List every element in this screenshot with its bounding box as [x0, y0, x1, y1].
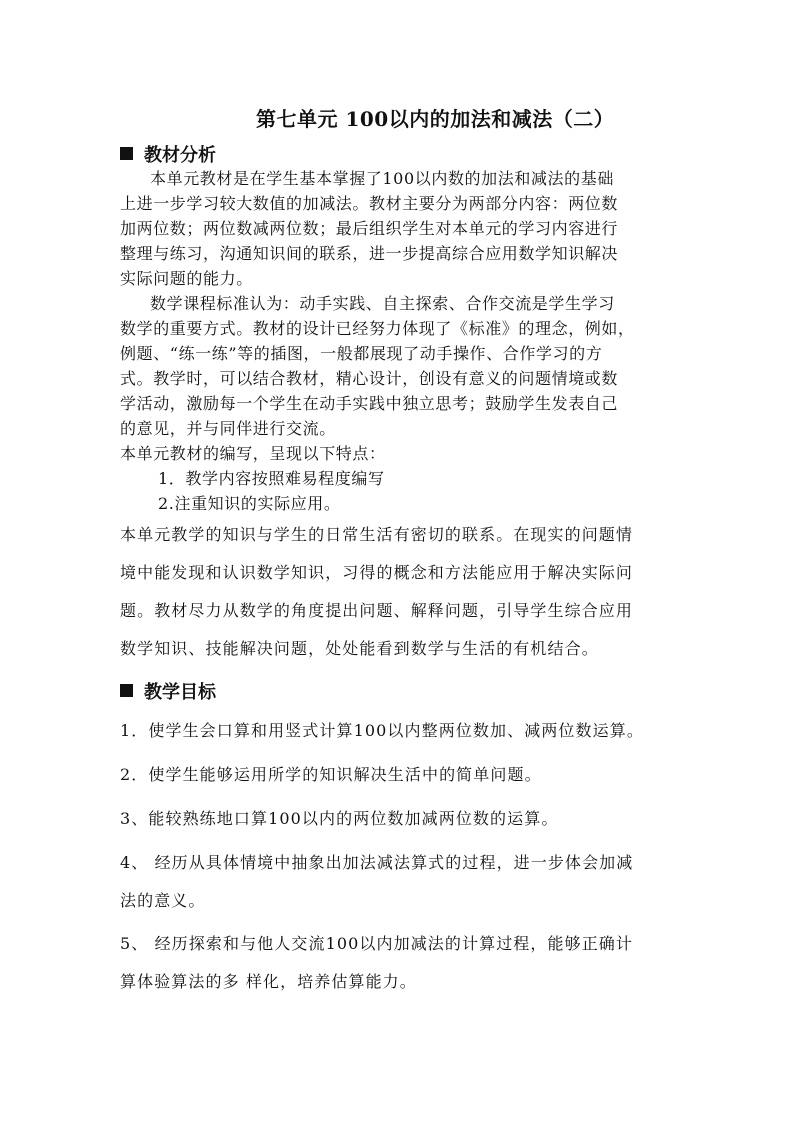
goal-item: 3、能较熟练地口算100以内的两位数加减两位数的运算。 [120, 809, 559, 828]
goal-item: 5、 经历探索和与他人交流100以内加减法的计算过程，能够正确计 [120, 934, 634, 953]
paragraph-line: 的意见，并与同伴进行交流。 [120, 419, 336, 438]
paragraph-line: 数学课程标准认为：动手实践、自主探索、合作交流是学生学习 [150, 294, 615, 313]
paragraph-line: 学活动，激励每一个学生在动手实践中独立思考；鼓励学生发表自己 [120, 394, 619, 413]
feature-item: 1．教学内容按照难易程度编写 [158, 469, 385, 488]
paragraph-line: 题。教材尽力从数学的角度提出问题、解释问题，引导学生综合应用 [120, 601, 634, 620]
section-heading-text: 教材分析 [144, 145, 216, 166]
paragraph-line: 境中能发现和认识数学知识，习得的概念和方法能应用于解决实际问 [120, 563, 634, 582]
paragraph-line: 例题、“练一练”等的插图，一般都展现了动手操作、合作学习的方 [120, 344, 603, 363]
paragraph-line: 整理与练习，沟通知识间的联系，进一步提高综合应用数学知识解决 [120, 244, 619, 263]
goal-item-continuation: 算体验算法的多 样化，培养估算能力。 [120, 972, 417, 991]
paragraph-line: 数学的重要方式。教材的设计已经努力体现了《标准》的理念，例如， [120, 319, 635, 338]
goal-item: 2．使学生能够运用所学的知识解决生活中的简单问题。 [120, 765, 542, 784]
section-heading-goals [120, 678, 216, 704]
paragraph-line: 本单元教材是在学生基本掌握了100以内数的加法和减法的基础 [150, 169, 614, 188]
black-square-bullet-icon [120, 147, 133, 160]
goal-item: 4、 经历从具体情境中抽象出加法减法算式的过程，进一步体会加减 [120, 853, 634, 872]
paragraph-line: 加两位数；两位数减两位数；最后组织学生对本单元的学习内容进行 [120, 219, 619, 238]
paragraph-line: 上进一步学习较大数值的加减法。教材主要分为两部分内容：两位数 [120, 194, 619, 213]
paragraph-line: 数学知识、技能解决问题，处处能看到数学与生活的有机结合。 [120, 639, 599, 658]
black-square-bullet-icon [120, 684, 133, 697]
goal-item-continuation: 法的意义。 [120, 891, 206, 910]
paragraph-line: 式。教学时，可以结合教材，精心设计，创设有意义的问题情境或数 [120, 369, 619, 388]
section-heading-analysis [120, 141, 216, 167]
paragraph-line: 本单元教学的知识与学生的日常生活有密切的联系。在现实的问题情 [120, 525, 634, 544]
goal-item: 1．使学生会口算和用竖式计算100以内整两位数加、减两位数运算。 [120, 721, 644, 740]
features-intro: 本单元教材的编写，呈现以下特点： [120, 444, 386, 463]
paragraph-line: 实际问题的能力。 [120, 269, 253, 288]
feature-item: 2.注重知识的实际应用。 [158, 494, 341, 513]
section-heading-text: 教学目标 [144, 682, 216, 703]
page-title: 第七单元 100以内的加法和减法（二） [256, 107, 615, 131]
